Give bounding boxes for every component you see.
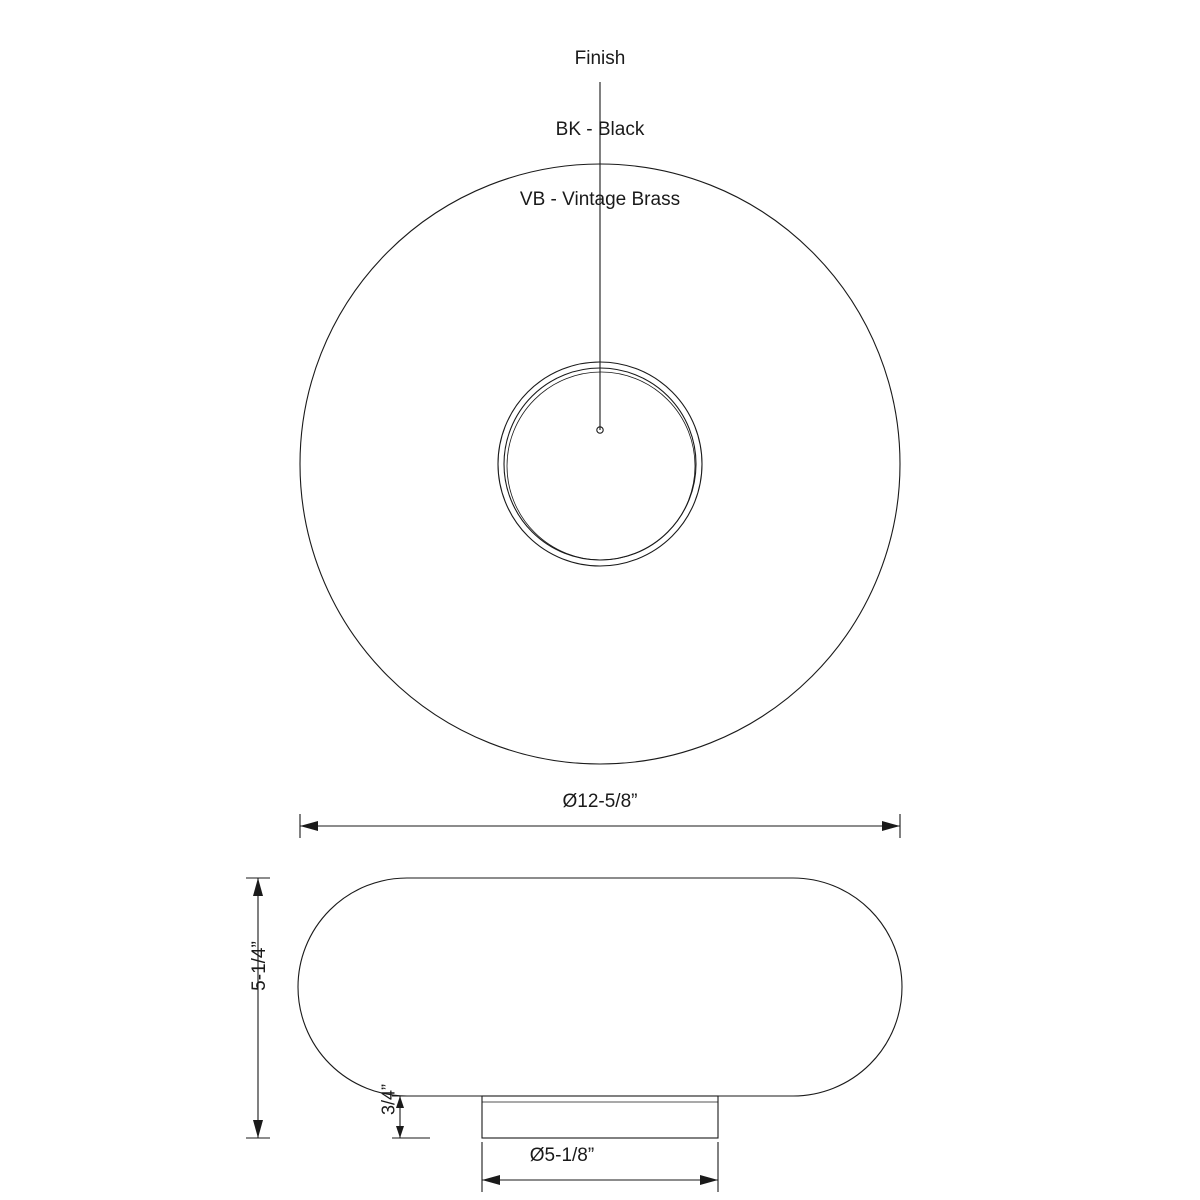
dimension-label-body-height: 5-1/4” — [249, 941, 270, 991]
finish-option-black: BK - Black — [555, 118, 645, 140]
dimension-label-top-diameter: Ø12-5/8” — [562, 791, 638, 812]
dimension-label-base-diameter: Ø5-1/8” — [529, 1145, 595, 1166]
dimension-label-base-height: 3/4” — [378, 1083, 399, 1116]
top-view-inner-ring-detail — [507, 372, 695, 560]
dimension-top-diameter — [300, 814, 900, 838]
finish-option-vintage-brass: VB - Vintage Brass — [519, 189, 681, 210]
finish-note-heading: Finish — [574, 48, 626, 69]
finish-leader-line — [597, 82, 603, 433]
front-view-body-outline — [298, 878, 902, 1096]
